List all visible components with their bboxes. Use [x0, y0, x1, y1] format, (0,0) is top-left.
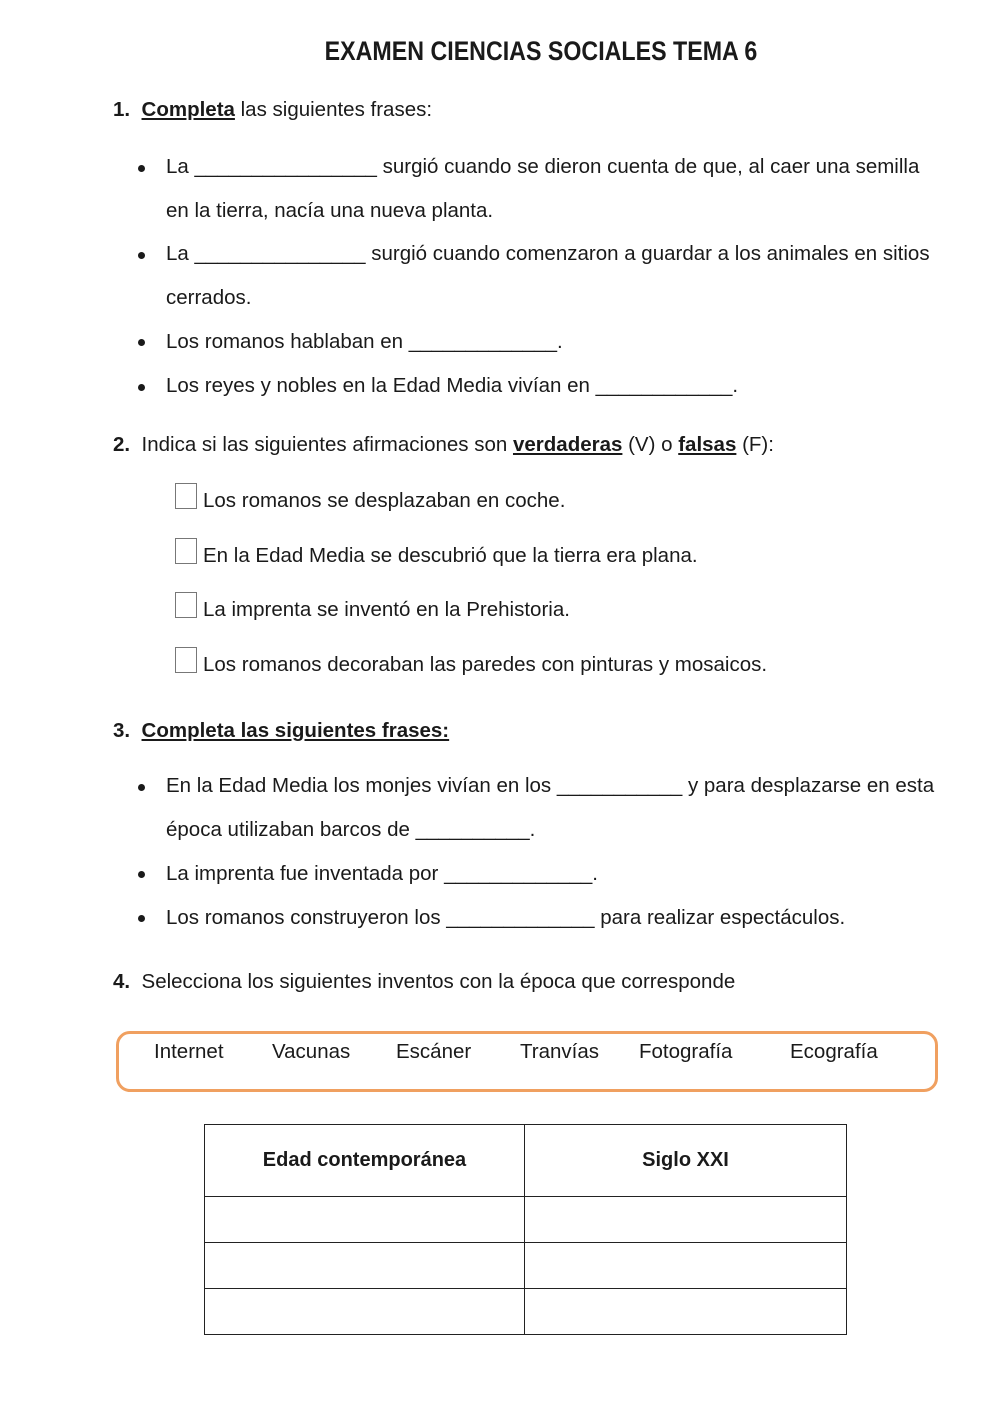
- q3-item-3: Los romanos construyeron los _____________ para realizar espectáculos.: [166, 906, 846, 929]
- q3-item-1-line2: época utilizaban barcos de __________.: [166, 818, 536, 841]
- column-header-siglo-xxi: Siglo XXI: [525, 1125, 847, 1197]
- bullet-icon: [138, 871, 145, 878]
- question-1-text: las siguientes frases:: [234, 98, 433, 121]
- word-bank-item[interactable]: Tranvías: [520, 1040, 599, 1063]
- drop-cell[interactable]: [525, 1197, 847, 1243]
- table-row: [205, 1197, 847, 1243]
- q2-statement-1: Los romanos se desplazaban en coche.: [203, 489, 566, 512]
- question-number: 1.: [113, 98, 131, 121]
- question-number: 3.: [113, 719, 131, 742]
- answer-checkbox[interactable]: [175, 538, 197, 564]
- drop-cell[interactable]: [205, 1243, 525, 1289]
- question-3-heading: [113, 719, 449, 743]
- bullet-icon: [138, 165, 145, 172]
- drop-cell[interactable]: [205, 1197, 525, 1243]
- question-1-heading: [113, 98, 432, 122]
- q2-statement-3: La imprenta se inventó en la Prehistoria.: [203, 598, 570, 621]
- answer-checkbox[interactable]: [175, 647, 197, 673]
- q2-statement-4: Los romanos decoraban las paredes con pinturas y mosaicos.: [203, 653, 768, 676]
- question-3-text: Completa las siguientes frases:: [141, 719, 450, 742]
- q3-item-2: La imprenta fue inventada por _____________.: [166, 862, 598, 885]
- exam-title: EXAMEN CIENCIAS SOCIALES TEMA 6: [324, 36, 758, 66]
- question-4-heading: [113, 970, 735, 994]
- answer-checkbox[interactable]: [175, 592, 197, 618]
- table-row: [205, 1243, 847, 1289]
- q1-item-4: Los reyes y nobles en la Edad Media vivían en ____________.: [166, 374, 739, 397]
- drop-cell[interactable]: [525, 1243, 847, 1289]
- question-2-heading: [113, 433, 774, 457]
- question-2-pre: Indica si las siguientes afirmaciones son: [141, 433, 513, 456]
- bullet-icon: [138, 915, 145, 922]
- bullet-icon: [138, 384, 145, 391]
- question-2-post: (F):: [736, 433, 774, 456]
- table-header-row: [205, 1125, 847, 1197]
- drop-cell[interactable]: [205, 1289, 525, 1335]
- bullet-icon: [138, 252, 145, 259]
- q3-item-1-line1: En la Edad Media los monjes vivían en los ___________ y para desplazarse en esta: [166, 774, 935, 797]
- question-4-text: Selecciona los siguientes inventos con la época que corresponde: [141, 970, 736, 993]
- drop-cell[interactable]: [525, 1289, 847, 1335]
- q2-statement-2: En la Edad Media se descubrió que la tierra era plana.: [203, 544, 698, 567]
- q1-item-2-line1: La _______________ surgió cuando comenzaron a guardar a los animales en sitios: [166, 242, 930, 265]
- question-2-true-word: verdaderas: [512, 433, 623, 456]
- question-2-mid: (V) o: [622, 433, 679, 456]
- question-number: 4.: [113, 970, 131, 993]
- q1-item-2-line2: cerrados.: [166, 286, 252, 309]
- word-bank-item[interactable]: Fotografía: [639, 1040, 733, 1063]
- q1-item-3: Los romanos hablaban en _____________.: [166, 330, 563, 353]
- bullet-icon: [138, 784, 145, 791]
- column-header-edad-contemporanea: Edad contemporánea: [205, 1125, 525, 1197]
- q1-item-1-line1: La ________________ surgió cuando se dieron cuenta de que, al caer una semilla: [166, 155, 920, 178]
- answer-checkbox[interactable]: [175, 483, 197, 509]
- word-bank-item[interactable]: Internet: [154, 1040, 224, 1063]
- classification-table: [204, 1124, 847, 1335]
- word-bank-item[interactable]: Vacunas: [272, 1040, 351, 1063]
- question-2-false-word: falsas: [678, 433, 737, 456]
- word-bank-item[interactable]: Escáner: [396, 1040, 472, 1063]
- q1-item-1-line2: en la tierra, nacía una nueva planta.: [166, 199, 494, 222]
- bullet-icon: [138, 339, 145, 346]
- question-1-emphasis: Completa: [141, 98, 235, 121]
- question-number: 2.: [113, 433, 131, 456]
- word-bank-item[interactable]: Ecografía: [790, 1040, 878, 1063]
- table-row: [205, 1289, 847, 1335]
